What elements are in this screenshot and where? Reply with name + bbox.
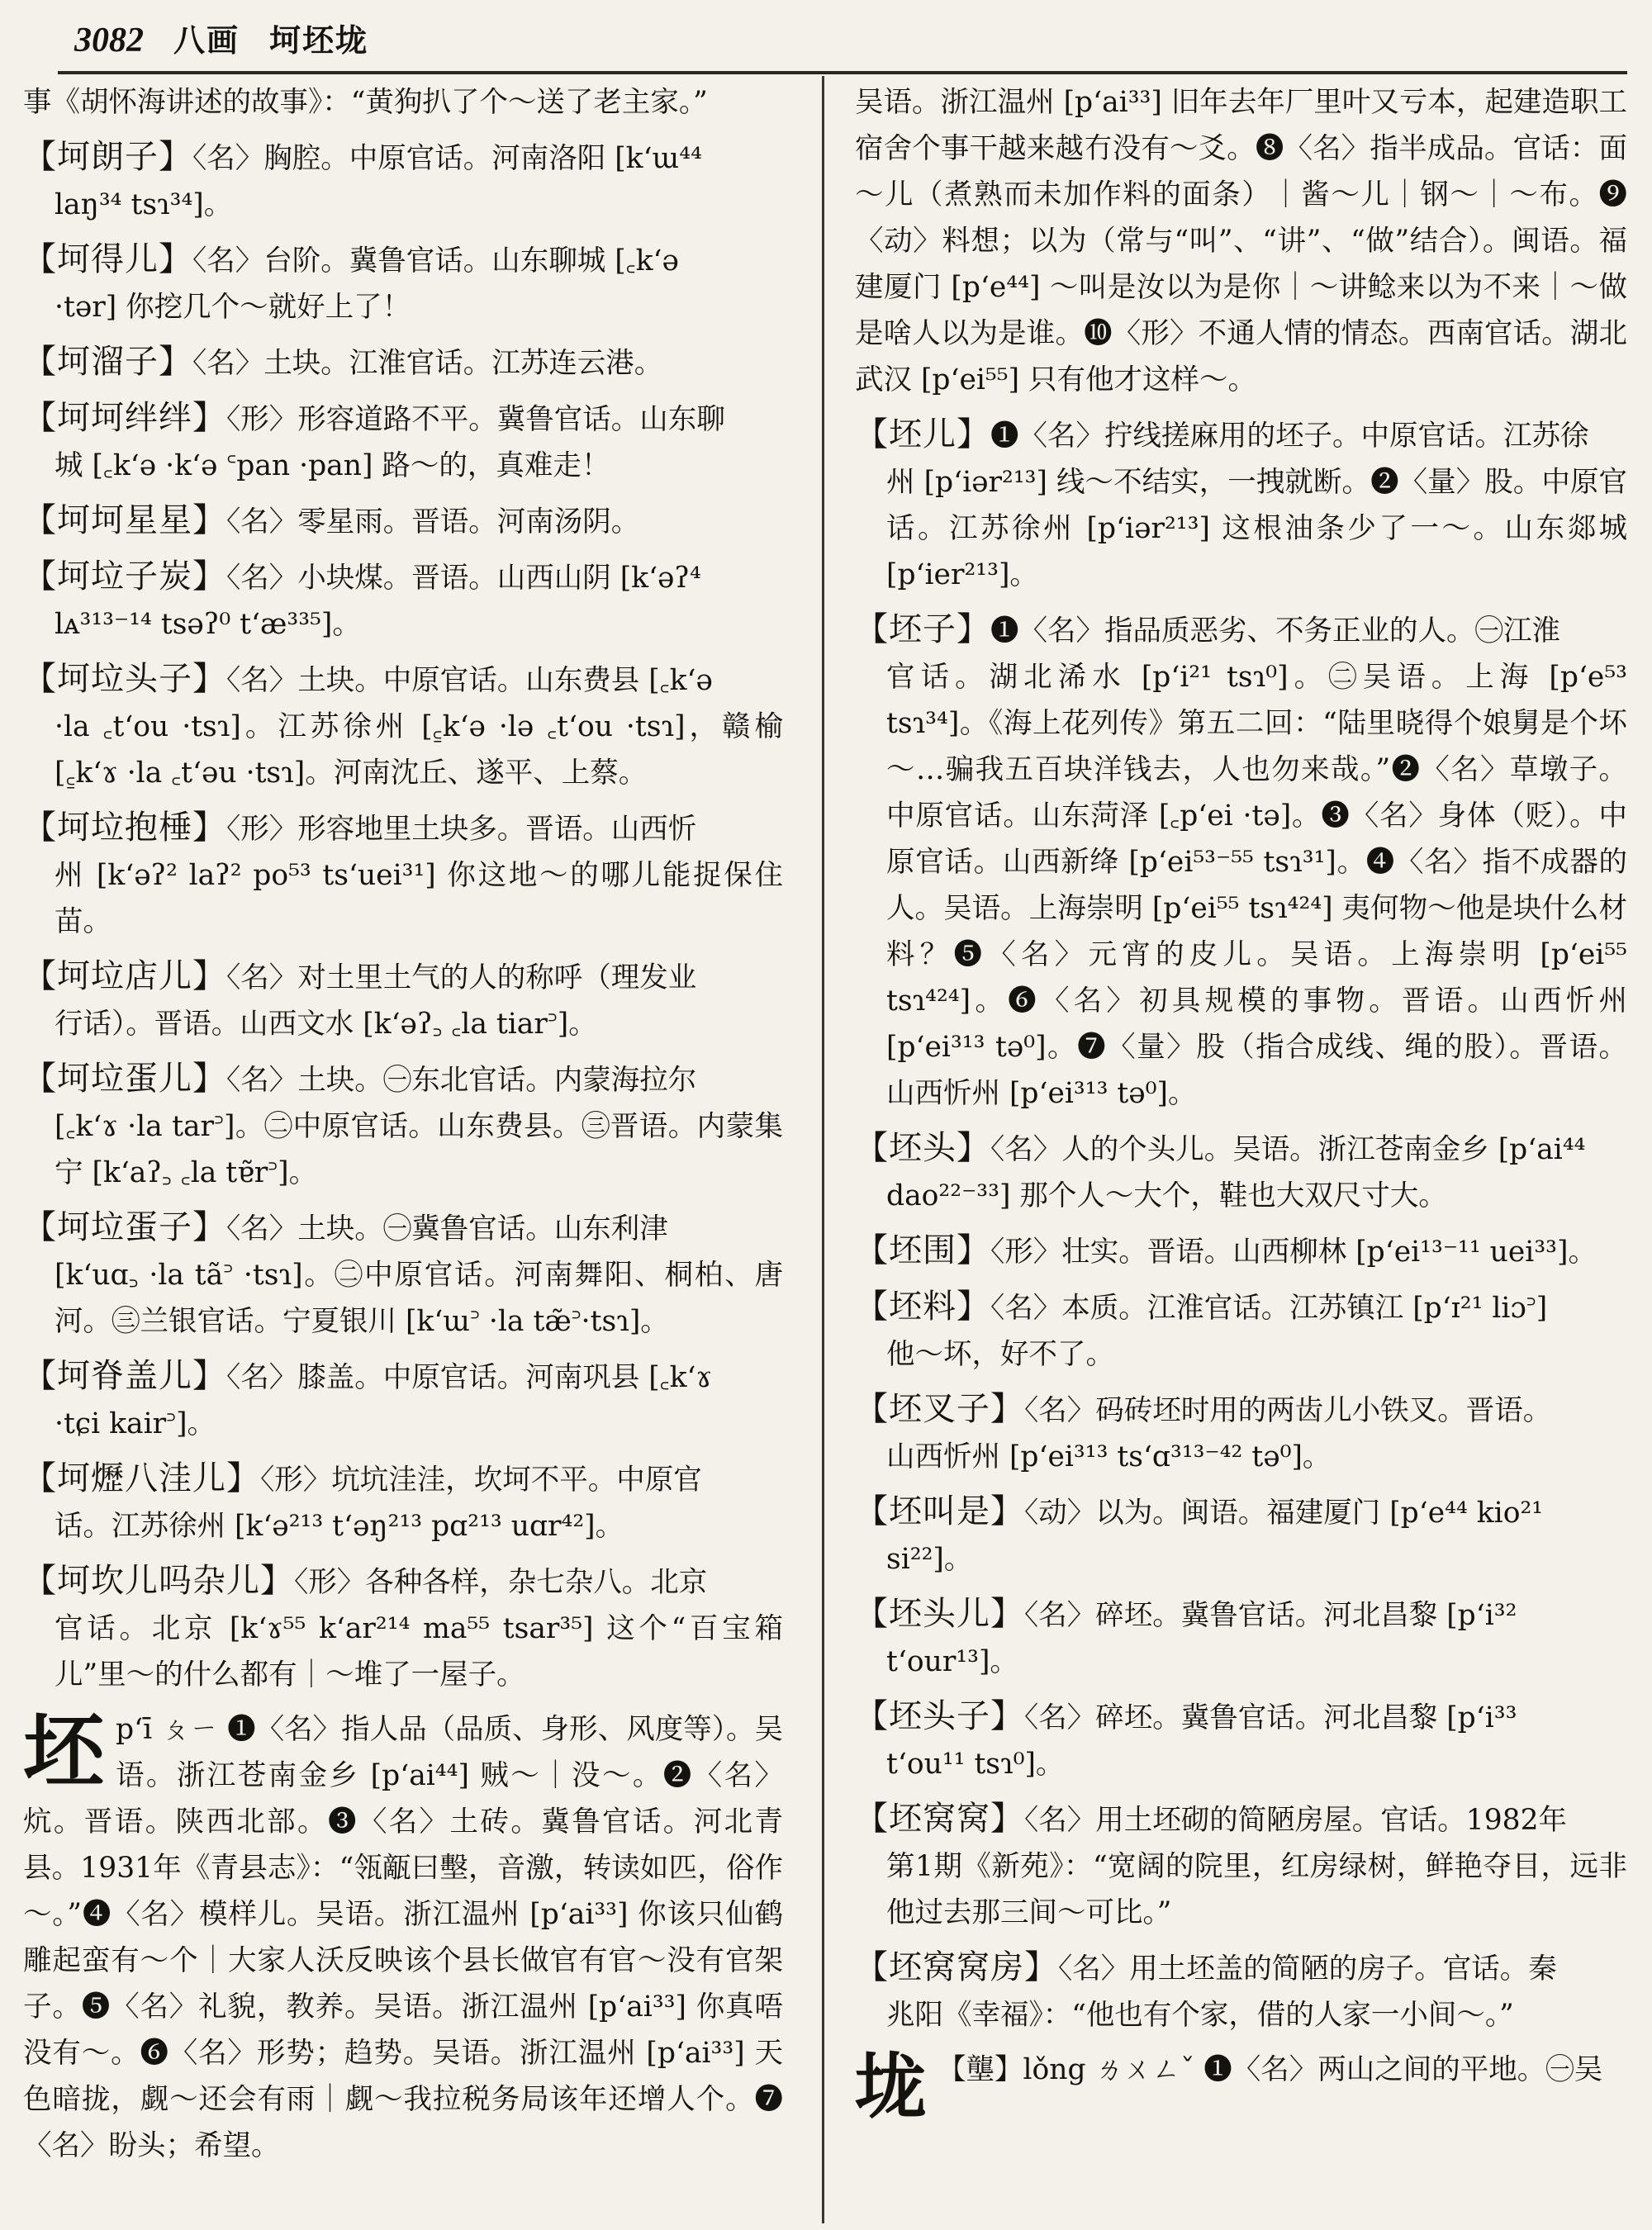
left-column	[23, 79, 783, 2177]
character-entry	[855, 2046, 1627, 2128]
entry-text-cont: si²²]。	[886, 1543, 973, 1576]
entry-text-cont: 兆阳《幸福》：“他也有个家，借的人家一小间～。”	[886, 1999, 1514, 2032]
entry-text: 〈名〉台阶。冀鲁官话。山东聊城 [꜀kʻə	[192, 244, 679, 278]
entry-headword: 【坯头子】	[855, 1697, 1024, 1735]
entry-text: 〈名〉用土坯盖的简陋的房子。官话。秦	[1058, 1952, 1557, 1986]
entry-text: 〈名〉土块。㊀冀鲁官话。山东利津	[226, 1212, 668, 1245]
entry-headword: 【坷得儿】	[23, 240, 192, 278]
entry-text-cont: ·tɕi kair꜄]。	[55, 1407, 216, 1440]
entry	[23, 1056, 783, 1196]
entry-text: 〈名〉零星雨。晋语。河南汤阴。	[226, 505, 640, 539]
header-section: 八画	[173, 21, 240, 59]
entry-text: 〈名〉本质。江淮官话。江苏镇江 [pʻɪ²¹ liɔ꜄]	[990, 1292, 1548, 1325]
entry-text: 〈名〉膝盖。中原官话。河南巩县 [꜀kʻɤ	[226, 1361, 712, 1394]
entry	[855, 1944, 1627, 2038]
entry-headword: 【坯窝窝房】	[855, 1948, 1058, 1986]
entry-text-cont: 官话。湖北浠水 [pʻi²¹ tsɿ⁰]。㊁吴语。上海 [pʻe⁵³ tsɿ³⁴]。《海上花列传》第五二回：“陆里晓得个娘舅是个坏～…骗我五百块洋钱去，人也勿来哉。”❷〈名〉草墩子。中原官话。山东菏泽 [꜀pʻei ·tə]。❸〈名〉身体（贬）。中原官话。山西新绛 [pʻei⁵³⁻⁵⁵ tsɿ³¹]。❹〈名〉指不成器的人。吴语。上海崇明 [pʻei⁵⁵ tsɿ⁴²⁴] 夷何物～他是块什么材料？❺〈名〉元宵的皮儿。吴语。上海崇明 [pʻei⁵⁵ tsɿ⁴²⁴]。❻〈名〉初具规模的事物。晋语。山西忻州 [pʻei³¹³ tə⁰]。❼〈量〉股（指合成线、绳的股）。晋语。山西忻州 [pʻei³¹³ tə⁰]。	[886, 661, 1627, 1110]
entry-text-cont: 话。江苏徐州 [kʻə²¹³ tʻəŋ²¹³ pɑ²¹³ uɑr⁴²]。	[55, 1510, 624, 1543]
entry-text: 〈形〉坑坑洼洼，坎坷不平。中原官	[260, 1464, 702, 1497]
entry-headword: 【坯叉子】	[855, 1390, 1024, 1428]
entry-text: 〈名〉码砖坯时用的两齿儿小铁叉。晋语。	[1024, 1394, 1552, 1427]
entry	[855, 1283, 1627, 1378]
entry-text-cont: tʻour¹³]。	[886, 1645, 1018, 1678]
entry-text: 〈名〉胸腔。中原官话。河南洛阳 [kʻɯ⁴⁴	[192, 142, 702, 175]
entry	[23, 236, 783, 330]
entry	[855, 1796, 1627, 1936]
entry-headword: 【坷溜子】	[23, 343, 192, 381]
entry-text: 吴语。浙江温州 [pʻai³³] 旧年去年厂里叶又亏本，起建造职工宿舍个事干越来越冇没有～爻。❽〈名〉指半成品。官话：面～儿（煮熟而未加作料的面条）｜酱～儿｜钢～｜～布。❾〈动〉料想；以为（常与“叫”、“讲”、“做”结合）。闽语。福建厦门 [pʻe⁴⁴] ～叫是汝以为是你｜～讲鲶来以为不来｜～做是啥人以为是谁。❿〈形〉不通人情的情态。西南官话。湖北武汉 [pʻei⁵⁵] 只有他才这样～。	[855, 86, 1627, 396]
entry-headword: 【坯围】	[855, 1231, 990, 1269]
entry-text-cont: 山西忻州 [pʻei³¹³ tsʻɑ³¹³⁻⁴² tə⁰]。	[886, 1440, 1332, 1473]
entry-text: 〈名〉小块煤。晋语。山西山阴 [kʻəʔ⁴	[226, 562, 701, 595]
entry-headword: 【坯叫是】	[855, 1492, 1024, 1530]
header-range: 坷坯垅	[269, 21, 369, 59]
entry-text-cont: 行话）。晋语。山西文水 [kʻəʔ꜆ ꜀la tiar꜄]。	[55, 1008, 597, 1041]
entry-headword: 【坷坷绊绊】	[23, 399, 226, 437]
entry-headword: 【坷朗子】	[23, 138, 192, 176]
entry-text-cont: ·tər] 你挖几个～就好上了！	[55, 291, 411, 324]
column-divider	[822, 76, 824, 2223]
entry	[23, 1455, 783, 1549]
entry-text-cont: lᴀ³¹³⁻¹⁴ tsəʔ⁰ tʻæ³³⁵]。	[55, 608, 361, 641]
entry-text-cont: [꜀kʻɤ ·la tar꜄]。㊁中原官话。山东费县。㊂晋语。内蒙集宁 [kʻaʔ꜆ ꜀la tɐ̃r꜄]。	[55, 1110, 783, 1189]
entry	[23, 1558, 783, 1698]
entry	[23, 804, 783, 945]
entry	[23, 134, 783, 228]
entry-text: 〈名〉土块。中原官话。山东费县 [꜀kʻə	[226, 664, 713, 697]
entry	[23, 553, 783, 648]
entry-text: 〈形〉各种各样，杂七杂八。北京	[294, 1566, 708, 1599]
entry	[855, 1488, 1627, 1582]
entry-headword: 【坷垃抱棰】	[23, 809, 226, 847]
entry-text: 〈名〉对土里土气的人的称呼（理发业	[226, 961, 697, 994]
entry-text: ❶〈名〉指品质恶劣、不务正业的人。㊀江淮	[990, 614, 1560, 648]
entry	[23, 1204, 783, 1345]
entry-headword: 【坷垃蛋子】	[23, 1208, 226, 1246]
character-entry	[23, 1706, 783, 2169]
entry-character: 垅	[855, 2046, 926, 2128]
entry	[855, 1591, 1627, 1685]
entry	[855, 1227, 1627, 1275]
entry-text-cont: 城 [꜀kʻə ·kʻə ꜂pan ·pan] 路～的，真难走！	[55, 449, 610, 482]
entry-text-cont: 官话。北京 [kʻɤ⁵⁵ kʻar²¹⁴ ma⁵⁵ tsar³⁵] 这个“百宝箱儿”里～的什么都有｜～堆了一屋子。	[55, 1612, 783, 1691]
entry-headword: 【坷脊盖儿】	[23, 1357, 226, 1395]
right-column	[855, 79, 1627, 2128]
entry-text: 〈动〉以为。闽语。福建厦门 [pʻe⁴⁴ kio²¹	[1024, 1497, 1544, 1530]
entry-text-cont: tʻou¹¹ tsɿ⁰]。	[886, 1748, 1065, 1781]
entry-text-cont: 第1期《新苑》：“宽阔的院里，红房绿树，鲜艳夺目，远非他过去那三间～可比。”	[886, 1850, 1627, 1929]
entry-headword: 【坯窝窝】	[855, 1800, 1024, 1838]
entry-text-cont: 州 [kʻəʔ² laʔ² po⁵³ tsʻuei³¹] 你这地～的哪儿能捉保住苗。	[55, 859, 783, 938]
entry	[23, 395, 783, 489]
entry	[855, 1693, 1627, 1787]
entry-text-cont: 州 [pʻiər²¹³] 线～不结实，一拽就断。❷〈量〉股。中原官话。江苏徐州 [pʻiər²¹³] 这根油条少了一～。山东郯城 [pʻier²¹³]。	[886, 466, 1627, 591]
entry-headword: 【坷坷星星】	[23, 501, 226, 539]
entry	[855, 1386, 1627, 1480]
entry-headword: 【坯头】	[855, 1129, 990, 1167]
entry-headword: 【坯儿】	[855, 415, 990, 453]
entry-text: 〈名〉用土坯砌的简陋房屋。官话。1982年	[1024, 1804, 1568, 1837]
entry-text: 〈形〉形容道路不平。冀鲁官话。山东聊	[226, 403, 725, 436]
entry-text: pʻī ㄆㄧ ❶〈名〉指人品（品质、身形、风度等）。吴语。浙江苍南金乡 [pʻai⁴⁴] 贼～｜没～。❷〈名〉炕。晋语。陕西北部。❸〈名〉土砖。冀鲁官话。河北青县。1931年《青县志》：“瓴甋曰墼，音激，转读如匹，俗作～。”❹〈名〉模样儿。吴语。浙江温州 [pʻai³³] 你该只仙鹤雕起蛮有～个｜大家人沃反映该个县长做官有官～没有官架子。❺〈名〉礼貌，教养。吴语。浙江温州 [pʻai³³] 你真唔没有～。❻〈名〉形势；趋势。吴语。浙江温州 [pʻai³³] 天色暗拢，觑～还会有雨｜觑～我拉税务局该年还增人个。❼〈名〉盼头；希望。	[23, 1713, 783, 2162]
entry	[855, 411, 1627, 598]
entry-text: 〈形〉壮实。晋语。山西柳林 [pʻei¹³⁻¹¹ uei³³]。	[990, 1236, 1597, 1269]
entry-text-cont: [kʻuɑ꜆ ·la tã꜄ ·tsɿ]。㊁中原官话。河南舞阳、桐柏、唐河。㊂兰银官话。宁夏银川 [kʻɯ꜄ ·la tæ̃꜄·tsɿ]。	[55, 1259, 783, 1338]
page-number: 3082	[74, 21, 144, 59]
entry-text-cont: dao²²⁻³³] 那个人～大个，鞋也大双尺寸大。	[886, 1179, 1447, 1212]
entry-text: 〈形〉形容地里土块多。晋语。山西忻	[226, 813, 697, 846]
entry-text: 〈名〉土块。江淮官话。江苏连云港。	[192, 347, 663, 380]
entry-headword: 【坷爏八洼儿】	[23, 1459, 260, 1497]
entry	[23, 953, 783, 1047]
entry-text-cont: laŋ³⁴ tsɿ³⁴]。	[55, 188, 233, 221]
entry	[23, 656, 783, 796]
entry-headword: 【坷垃子炭】	[23, 558, 226, 595]
entry-continuation	[23, 79, 783, 126]
entry-text: 事《胡怀海讲述的故事》：“黄狗扒了个～送了老主家。”	[23, 86, 708, 119]
entry-headword: 【坯子】	[855, 610, 990, 648]
entry-headword: 【坷坎儿吗杂儿】	[23, 1562, 294, 1600]
entry-headword: 【坯头儿】	[855, 1595, 1024, 1633]
page-header	[74, 15, 368, 64]
entry-headword: 【坯料】	[855, 1288, 990, 1326]
entry-text: 〈名〉土块。㊀东北官话。内蒙海拉尔	[226, 1064, 697, 1097]
entry	[23, 1353, 783, 1447]
entry-text-cont: 他～坏，好不了。	[886, 1338, 1114, 1371]
entry-continuation	[855, 79, 1627, 403]
entry-text: ❶〈名〉拧线搓麻用的坯子。中原官话。江苏徐	[990, 420, 1589, 453]
header-rule	[58, 71, 1627, 74]
entry-text: 〈名〉碎坯。冀鲁官话。河北昌黎 [pʻi³²	[1024, 1599, 1517, 1632]
entry	[23, 339, 783, 387]
entry	[23, 497, 783, 545]
entry-headword: 【坷垃店儿】	[23, 957, 226, 995]
entry-text-cont: ·la ꜀tʻou ·tsɿ]。江苏徐州 [꜁kʻə ·lə ꜀tʻou ·tsɿ]，赣榆 [꜁kʻɤ ·la ꜀tʻəu ·tsɿ]。河南沈丘、遂平、上蔡。	[55, 710, 783, 790]
entry	[855, 1125, 1627, 1219]
entry-text: 〈名〉碎坯。冀鲁官话。河北昌黎 [pʻi³³	[1024, 1701, 1517, 1734]
entry	[855, 606, 1627, 1117]
entry-text: 【壟】lǒng ㄌㄨㄥˇ ❶〈名〉两山之间的平地。㊀吴	[938, 2053, 1603, 2086]
entry-character: 坯	[23, 1705, 105, 1799]
entry-headword: 【坷垃头子】	[23, 660, 226, 698]
entry-text: 〈名〉人的个头儿。吴语。浙江苍南金乡 [pʻai⁴⁴	[990, 1133, 1586, 1166]
entry-headword: 【坷垃蛋儿】	[23, 1060, 226, 1098]
